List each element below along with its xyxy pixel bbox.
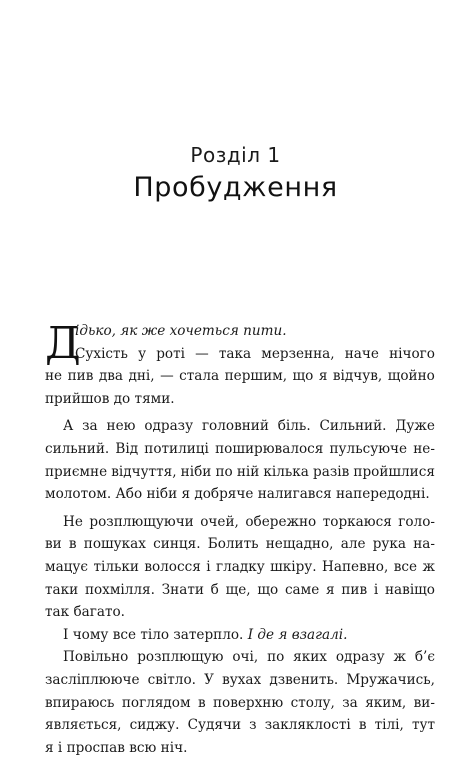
paragraph-4-line-2	[45, 533, 435, 556]
word: яким,	[365, 694, 407, 711]
word: мацує	[45, 558, 89, 575]
word: нею	[106, 418, 136, 435]
paragraph-3-line-3	[45, 461, 435, 484]
word: ж	[422, 558, 435, 575]
paragraph-1-line-1: ідько, як же хочеться пити.	[75, 323, 287, 339]
paragraph-2-line-1	[45, 343, 435, 366]
word: розплющую	[137, 649, 224, 666]
word: що	[292, 368, 314, 385]
word: Знати	[161, 581, 204, 598]
word: пошуках	[83, 536, 146, 553]
word: синця.	[153, 536, 201, 553]
word: очей,	[200, 513, 239, 530]
word: не	[45, 368, 63, 385]
word: стала	[179, 368, 220, 385]
word: ще,	[225, 581, 251, 598]
word: гладку	[215, 558, 265, 575]
word: ви	[45, 536, 62, 553]
word: ніби	[180, 463, 212, 480]
word: світло.	[147, 671, 196, 688]
word: з	[249, 717, 257, 734]
word: по	[215, 463, 233, 480]
word: яких	[293, 649, 327, 666]
word: обережно	[245, 513, 317, 530]
paragraph-6-line-2	[45, 669, 435, 692]
word: у	[138, 345, 147, 362]
word: Не	[63, 513, 83, 530]
word: не-	[413, 440, 435, 457]
word: одразу	[144, 418, 194, 435]
word: нічого	[389, 345, 435, 362]
word: роті	[156, 345, 185, 362]
word: Від	[115, 440, 139, 457]
word: така	[218, 345, 252, 362]
word: два	[98, 368, 123, 385]
word: —	[195, 345, 209, 362]
paragraph-6-line-5: я і проспав всю ніч.	[45, 739, 188, 756]
word: першим,	[224, 368, 288, 385]
word: сиджу.	[129, 717, 180, 734]
word: впираюсь	[45, 694, 115, 711]
word: пройшлися	[353, 463, 435, 480]
chapter-number: Розділ 1	[190, 143, 281, 167]
paragraph-6-line-4	[45, 714, 435, 737]
word: саме	[284, 581, 320, 598]
paragraph-6-line-1	[45, 646, 435, 669]
word: Судячи	[187, 717, 242, 734]
word: Дуже	[395, 418, 435, 435]
word: пив	[67, 368, 94, 385]
paragraph-4-line-3	[45, 556, 435, 579]
word: за	[82, 418, 98, 435]
word: закляклості	[264, 717, 351, 734]
word: тільки	[93, 558, 139, 575]
word: Повільно	[63, 649, 129, 666]
word: поширювалося	[215, 440, 324, 457]
word: на-	[413, 536, 435, 553]
word: але	[340, 536, 366, 553]
word: очі,	[232, 649, 259, 666]
word: в	[197, 694, 206, 711]
paragraph-4-line-5: так багато.	[45, 604, 125, 621]
word: одразу	[335, 649, 385, 666]
word: кілька	[263, 463, 309, 480]
paragraph-4-line-1	[45, 511, 435, 534]
word: дні,	[128, 368, 155, 385]
word: таки	[45, 581, 79, 598]
chapter-title: Пробудження	[133, 172, 338, 203]
drop-cap: Д	[45, 318, 81, 369]
word: потилиці	[144, 440, 209, 457]
paragraph-5-line-1	[45, 624, 435, 647]
word: У	[204, 671, 214, 688]
word: поверхню	[212, 694, 284, 711]
word: відчуття,	[111, 463, 177, 480]
word: Сухість	[75, 345, 128, 362]
word: торкаюся	[322, 513, 392, 530]
paragraph-6-line-3	[45, 692, 435, 715]
word: пив	[341, 581, 368, 598]
word: мерзенна,	[261, 345, 335, 362]
word: головний	[201, 418, 269, 435]
word: і	[206, 558, 211, 575]
word: ній	[236, 463, 260, 480]
word: шкіру.	[270, 558, 317, 575]
paragraph-5-italic: І де я взагалі.	[247, 626, 348, 643]
word: наче	[344, 345, 379, 362]
word: навіщо	[385, 581, 435, 598]
paragraph-3-line-2	[45, 438, 435, 461]
word: рука	[372, 536, 407, 553]
word: тут	[411, 717, 435, 734]
word: голо-	[398, 513, 435, 530]
word: розплющуючи	[89, 513, 194, 530]
word: засліплююче	[45, 671, 140, 688]
word: —	[160, 368, 174, 385]
word: Напевно,	[322, 558, 389, 575]
word: нещадно,	[265, 536, 334, 553]
word: волосся	[144, 558, 201, 575]
word: ж	[393, 649, 406, 666]
word: по	[267, 649, 285, 666]
word: я	[326, 581, 335, 598]
word: все	[393, 558, 418, 575]
chapter-body	[45, 320, 435, 759]
word: відчув,	[332, 368, 383, 385]
paragraph-3-line-1	[45, 415, 435, 438]
word: дзвенить.	[269, 671, 339, 688]
word: ви-	[413, 694, 435, 711]
word: Болить	[207, 536, 259, 553]
paragraph-5-plain: І чому все тіло затерпло.	[63, 626, 248, 643]
paragraph-3-line-4: молотом. Або ніби я добряче налигався напередодні.	[45, 486, 430, 503]
word: являється,	[45, 717, 122, 734]
word: пульсуюче	[329, 440, 408, 457]
word: і	[373, 581, 379, 598]
word: я	[318, 368, 328, 385]
word: тілі,	[374, 717, 404, 734]
paragraph-2-line-2	[45, 365, 435, 388]
word: щойно	[387, 368, 435, 385]
word: сильний.	[45, 440, 110, 457]
paragraph-4-line-4	[45, 579, 435, 602]
word: б	[210, 581, 219, 598]
word: Мружачись,	[346, 671, 435, 688]
word: разів	[313, 463, 350, 480]
word: похмілля.	[84, 581, 155, 598]
word: за	[342, 694, 358, 711]
word: столу,	[290, 694, 335, 711]
paragraph-2-line-3: прийшов до тями.	[45, 390, 175, 407]
word: приємне	[45, 463, 108, 480]
word: біль.	[277, 418, 311, 435]
word: в	[68, 536, 77, 553]
word: Сильний.	[319, 418, 387, 435]
word: А	[63, 418, 74, 435]
word: б’є	[414, 649, 435, 666]
word: поглядом	[121, 694, 191, 711]
word: що	[257, 581, 279, 598]
word: в	[358, 717, 367, 734]
word: вухах	[222, 671, 262, 688]
